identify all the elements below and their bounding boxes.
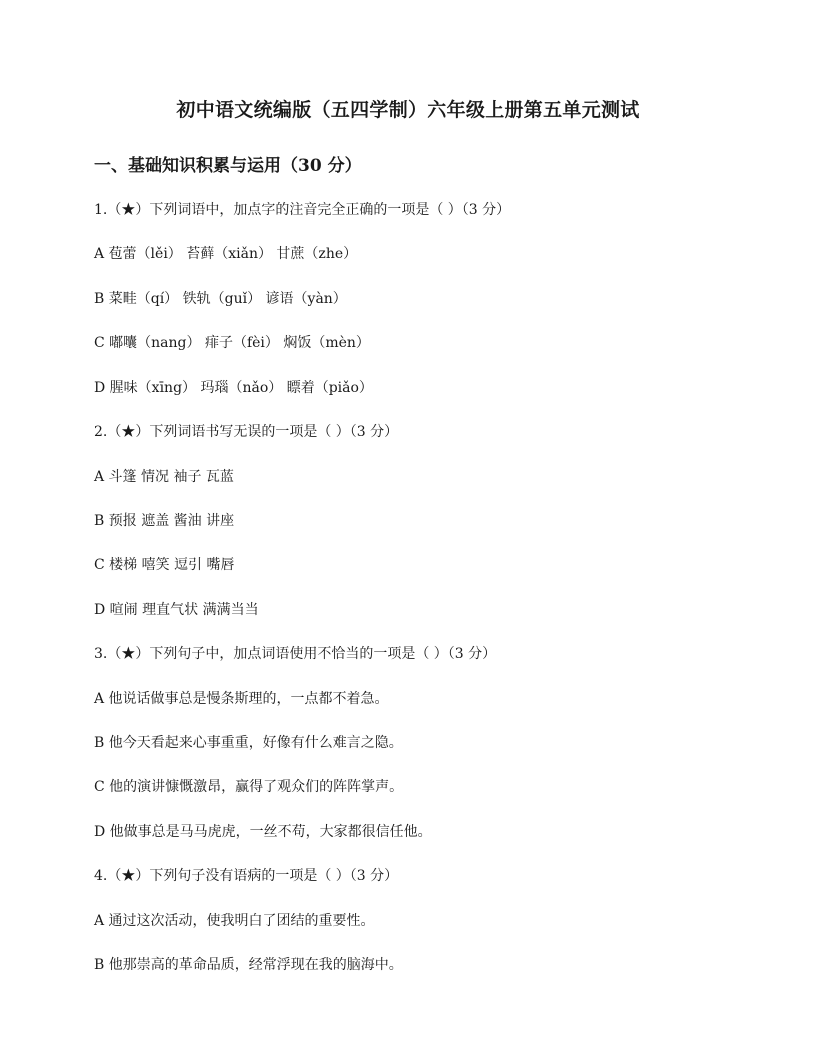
question-2-option-c: C 楼梯 嘻笑 逗引 嘴唇 — [94, 557, 235, 573]
question-4-stem: 4.（★）下列句子没有语病的一项是（ ）（3 分） — [94, 868, 399, 884]
question-2-option-a: A 斗篷 情况 袖子 瓦蓝 — [94, 469, 234, 485]
question-1-option-b: B 菜畦（qí） 铁轨（guǐ） 谚语（yàn） — [94, 291, 347, 307]
question-4-option-a: A 通过这次活动，使我明白了团结的重要性。 — [94, 913, 375, 929]
question-3-option-c: C 他的演讲慷慨激昂，赢得了观众们的阵阵掌声。 — [94, 779, 404, 795]
question-2-option-d: D 喧闹 理直气状 满满当当 — [94, 602, 259, 618]
question-3-option-a: A 他说话做事总是慢条斯理的，一点都不着急。 — [94, 691, 389, 707]
page-title: 初中语文统编版（五四学制）六年级上册第五单元测试 — [176, 99, 640, 121]
question-4-option-b: B 他那崇高的革命品质，经常浮现在我的脑海中。 — [94, 957, 403, 973]
question-1-option-a: A 苞蕾（lěi） 苔藓（xiǎn） 甘蔗（zhe） — [94, 246, 358, 262]
question-1-option-c: C 嘟囔（nang） 痱子（fèi） 焖饭（mèn） — [94, 335, 370, 351]
question-3-option-b: B 他今天看起来心事重重，好像有什么难言之隐。 — [94, 735, 403, 751]
question-2-option-b: B 预报 遮盖 酱油 讲座 — [94, 513, 235, 529]
question-2-stem: 2.（★）下列词语书写无误的一项是（ ）（3 分） — [94, 424, 399, 440]
question-3-stem: 3.（★）下列句子中，加点词语使用不恰当的一项是（ ）（3 分） — [94, 646, 497, 662]
question-1-option-d: D 腥味（xīng） 玛瑙（nǎo） 瞟着（piǎo） — [94, 380, 373, 396]
question-1-stem: 1.（★）下列词语中，加点字的注音完全正确的一项是（ ）（3 分） — [94, 202, 511, 218]
section-heading: 一、基础知识积累与运用（30 分） — [94, 156, 362, 176]
question-3-option-d: D 他做事总是马马虎虎，一丝不苟，大家都很信任他。 — [94, 824, 432, 840]
